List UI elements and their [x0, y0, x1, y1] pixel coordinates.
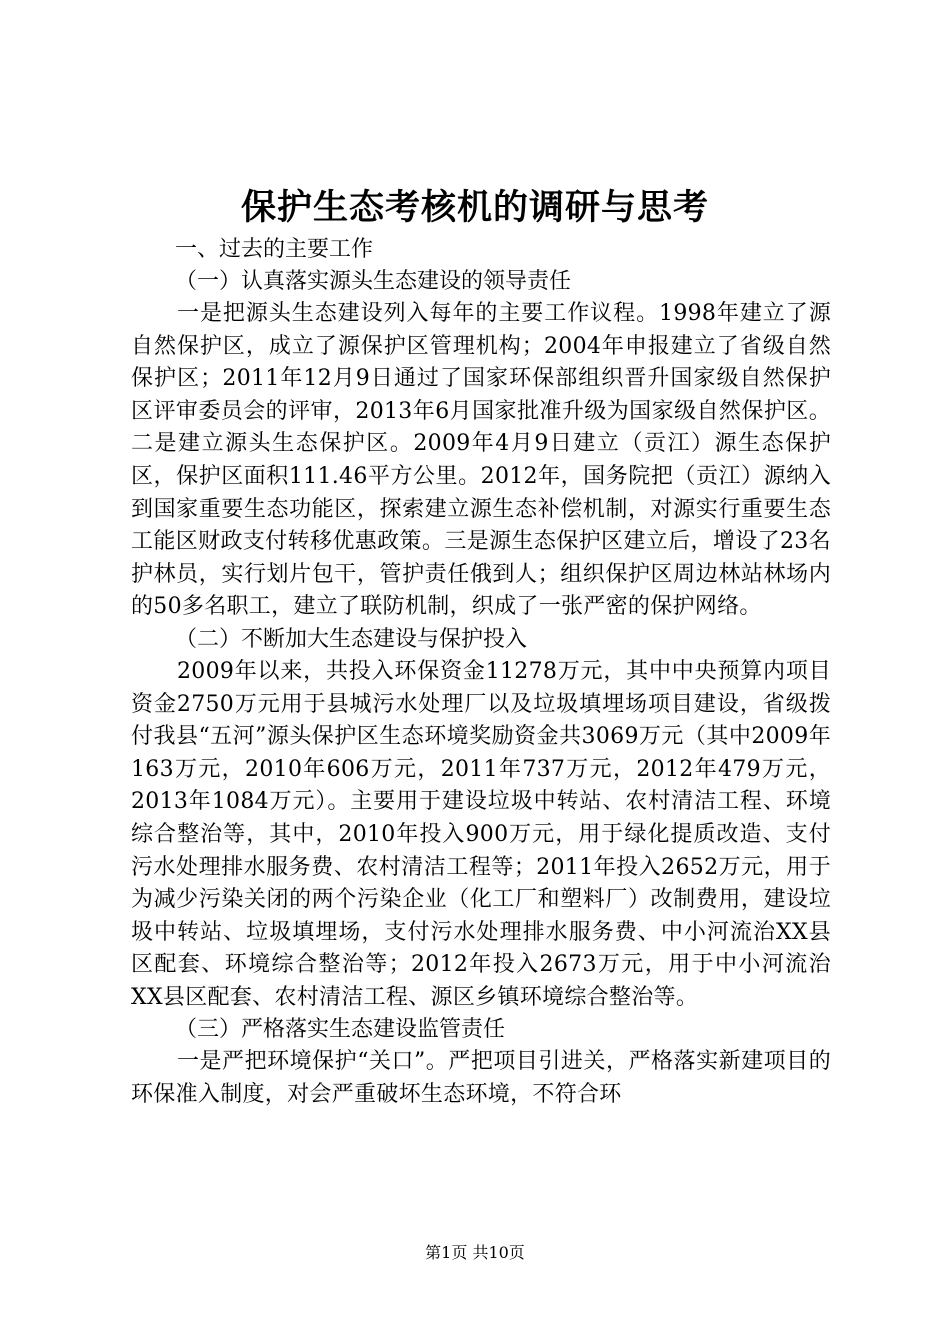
document-body [131, 234, 831, 1112]
document-title: 保护生态考核机的调研与思考 [240, 187, 709, 228]
subsection-heading-1: （一）认真落实源头生态建设的领导责任 [175, 269, 572, 294]
section-heading-1: 一、过去的主要工作 [175, 237, 374, 262]
paragraph-2: 2009年以来，共投入环保资金11278万元，其中中央预算内项目资金2750万元用于县城污水处理厂以及垃圾填埋场项目建设，省级拨付我县“五河”源头保护区生态环境奖励资金共3069万元（其中2009年163万元，2010年606万元，2011年737万元，2012年479万元，2013年1084万元）。主要用于建设垃圾中转站、农村清洁工程、环境综合整治等，其中，2010年投入900万元，用于绿化提质改造、支付污水处理排水服务费、农村清洁工程等；2011年投入2652万元，用于为减少污染关闭的两个污染企业（化工厂和塑料厂）改制费用，建设垃圾中转站、垃圾填埋场，支付污水处理排水服务费、中小河流治XX县区配套、环境综合整治等；2012年投入2673万元，用于中小河流治XX县区配套、农村清洁工程、源区乡镇环境综合整治等。 [131, 658, 831, 1010]
subsection-heading-3: （三）严格落实生态建设监管责任 [175, 1017, 506, 1043]
paragraph-1: 一是把源头生态建设列入每年的主要工作议程。1998年建立了源自然保护区，成立了源保护区管理机构；2004年申报建立了省级自然保护区；2011年12月9日通过了国家环保部组织晋升国家级自然保护区评审委员会的评审，2013年6月国家批准升级为国家级自然保护区。二是建立源头生态保护区。2009年4月9日建立（贡江）源生态保护区，保护区面积111.46平方公里。2012年，国务院把（贡江）源纳入到国家重要生态功能区，探索建立源生态补偿机制，对源实行重要生态工能区财政支付转移优惠政策。三是源生态保护区建立后，增设了23名护林员，实行划片包干，管护责任俄到人；组织保护区周边林站林场内的50多名职工，建立了联防机制，织成了一张严密的保护网络。 [131, 301, 831, 620]
page-footer: 第1页 共10页 [425, 1243, 525, 1262]
paragraph-3: 一是严把环境保护“关口”。严把项目引进关，严格落实新建项目的环保准入制度，对会严重破坏生态环境，不符合环 [131, 1049, 831, 1108]
subsection-heading-2: （二）不断加大生态建设与保护投入 [175, 626, 528, 652]
